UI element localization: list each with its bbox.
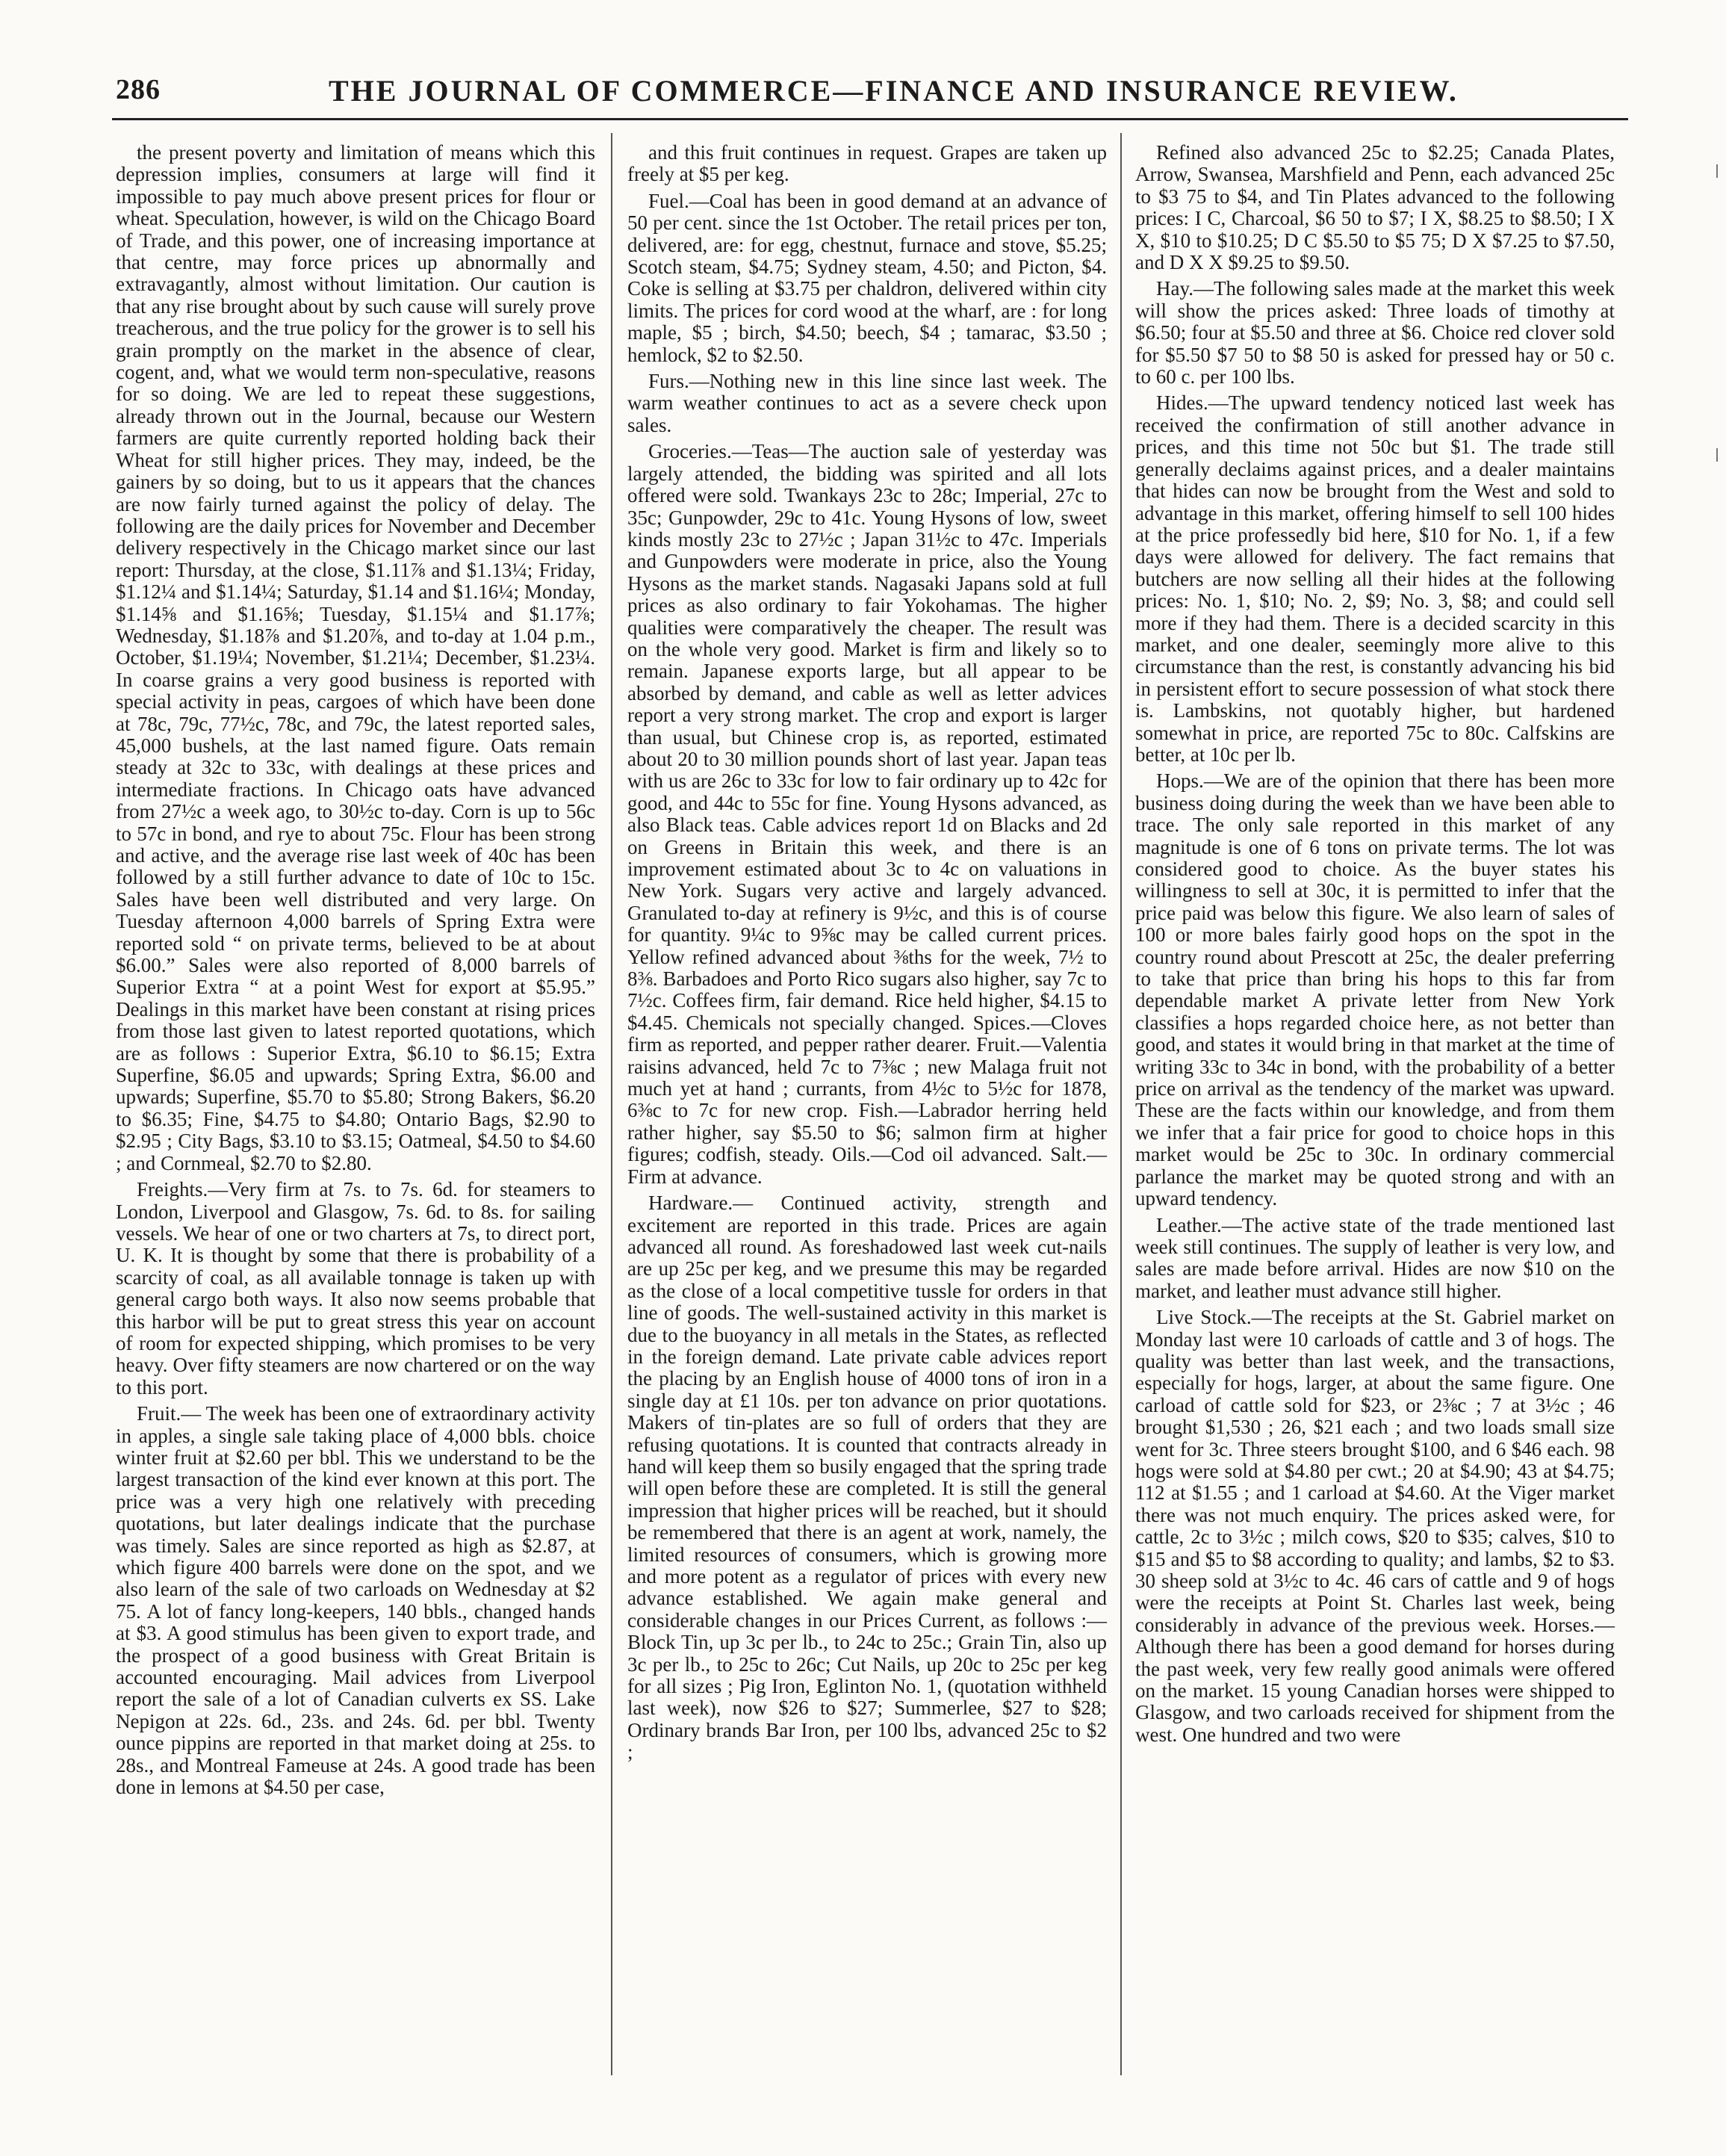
paragraph-leather: Leather.—The active state of the trade mentioned last week still continues. The supply of leather is very low, and sales are made before arrival. Hides are now $10 on the market, and leather must advance still higher. (1135, 1213, 1615, 1302)
paragraph-furs: Furs.—Nothing new in this line since last week. The warm weather continues to act as a severe check upon sales. (627, 370, 1107, 436)
margin-mark (1716, 164, 1724, 178)
article-column-3 (1135, 142, 1615, 1750)
paragraph-hardware: Hardware.— Continued activity, strength and excitement are reported in this trade. Prices are again advanced all round. As foreshadowed last week cut-nails are up 25c per keg, and we presume this may be regarded as the close of a local competitive tussle for orders in that line of goods. The well-sustained activity in this market is due to the buoyancy in all metals in the States, as reflected in the foreign demand. Late private cable advices report the placing by an English house of 4000 tons of iron in a single day at £1 10s. per ton advance on prior quotations. Makers of tin-plates are so full of orders that they are refusing quotations. It is counted that contracts already in hand will keep them so busily engaged that the spring trade will open before these are completed. It is still the general impression that higher prices will be reached, but it should be remembered that there is an agent at work, namely, the limited resources of consumers, which is growing more and more potent as a regulator of prices with every new advance established. We again make general and considerable changes in our Prices Current, as follows :—Block Tin, up 3c per lb., to 24c to 25c.; Grain Tin, also up 3c per lb., to 25c to 26c; Cut Nails, up 20c to 25c per keg for all sizes ; Pig Iron, Eglinton No. 1, (quotation withheld last week), now $26 to $27; Summerlee, $27 to $28; Ordinary brands Bar Iron, per 100 lbs, advanced 25c to $2 ; (627, 1192, 1107, 1764)
page-number: 286 (116, 74, 161, 105)
paragraph-fruit: Fruit.— The week has been one of extraordinary activity in apples, a single sale taking place of 4,000 bbls. choice winter fruit at $2.60 per bbl. This we understand to be the largest transaction of the kind ever known at this port. The price was a very high one relatively with preceding quotations, but later dealings indicate that the purchase was timely. Sales are since reported as high as $2.87, at which figure 400 barrels were done on the spot, and we also learn of the sale of two carloads on Wednesday at $2 75. A lot of fancy long-keepers, 140 bbls., changed hands at $3. A good stimulus has been given to export trade, and the prospect of a good business with Great Britain is accounted encouraging. Mail advices from Liverpool report the sale of a lot of Canadian culverts ex SS. Lake Nepigon at 22s. 6d., 23s. and 24s. 6d. per bbl. Twenty ounce pippins are reported in that market doing at 25s. to 28s., and Montreal Fameuse at 24s. A good trade has been done in lemons at $4.50 per case, (116, 1402, 595, 1799)
paragraph-live-stock: Live Stock.—The receipts at the St. Gabriel market on Monday last were 10 carloads of cattle and 3 of hogs. The quality was better than last week, and the transactions, especially for hogs, larger, at about the same figure. One carload of cattle sold for $23, or 2⅜c ; 7 at 3½c ; 46 brought $1,530 ; 26, $21 each ; and two loads small size went for 3c. Three steers brought $100, and 6 $46 each. 98 hogs were sold at $4.80 per cwt.; 20 at $4.90; 43 at $4.75; 112 at $1.55 ; and 1 carload at $4.60. At the Viger market there was not much enquiry. The prices asked were, for cattle, 2c to 3½c ; milch cows, $20 to $35; calves, $10 to $15 and $5 to $8 according to quality; and lambs, $2 to $3. 30 sheep sold at 3½c to 4c. 46 cars of cattle and 9 of hogs were the receipts at Point St. Charles last week, being considerably in advance of the previous week. Horses.—Although there has been a good demand for horses during the past week, very few really good animals were offered on the market. 15 young Canadian horses were shipped to Glasgow, and two carloads received for shipment from the west. One hundred and two were (1135, 1306, 1615, 1746)
column-divider (611, 133, 612, 2075)
paragraph-wheat-flour-markets: the present poverty and limitation of means which this depression implies, consumers at large will find it impossible to pay much above present prices for flour or wheat. Speculation, however, is wild on the Chicago Board of Trade, and this power, one of increasing importance at that centre, may force prices up abnormally and extravagantly, almost without limitation. Our caution is that any rise brought about by such cause will surely prove treacherous, and the true policy for the grower is to sell his grain promptly on the market in the absence of clear, cogent, and, what we would term non-speculative, reasons for so doing. We are led to repeat these suggestions, already thrown out in the Journal, because our Western farmers are quite currently reported holding back their Wheat for still higher prices. They may, indeed, be the gainers by so doing, but to us it appears that the chances are now fairly turned against the policy of delay. The following are the daily prices for November and December delivery respectively in the Chicago market since our last report: Thursday, at the close, $1.11⅞ and $1.13¼; Friday, $1.12¼ and $1.14¼; Saturday, $1.14 and $1.16¼; Monday, $1.14⅝ and $1.16⅝; Tuesday, $1.15¼ and $1.17⅞; Wednesday, $1.18⅞ and $1.20⅞, and to-day at 1.04 p.m., October, $1.19¼; November, $1.21¼; December, $1.23¼. In coarse grains a very good business is reported with special activity in peas, cargoes of which have been done at 78c, 79c, 77½c, 78c, and 79c, the latest reported sales, 45,000 bushels, at the last named figure. Oats remain steady at 32c to 33c, with dealings at these prices and intermediate fractions. In Chicago oats have advanced from 27½c a week ago, to 30½c to-day. Corn is up to 56c to 57c in bond, and rye to about 75c. Flour has been strong and active, and the average rise last week of 40c has been followed by a still further advance to date of 10c to 15c. Sales have been well distributed and very large. On Tuesday afternoon 4,000 barrels of Spring Extra were reported sold “ on private terms, believed to be at about $6.00.” Sales were also reported of 8,000 barrels of Superior Extra “ at a point West for export at $5.95.” Dealings in this market have been constant at rising prices from those last given to latest reported quotations, which are as follows : Superior Extra, $6.10 to $6.15; Extra Superfine, $6.05 and upwards; Spring Extra, $6.00 and upwards; Superfine, $5.70 to $5.80; Strong Bakers, $6.20 to $6.35; Fine, $4.75 to $4.80; Ontario Bags, $2.90 to $2.95 ; City Bags, $3.10 to $3.15; Oatmeal, $4.50 to $4.60 ; and Cornmeal, $2.70 to $2.80. (116, 141, 595, 1174)
paragraph-fruit-continued: and this fruit continues in request. Grapes are taken up freely at $5 per keg. (627, 141, 1107, 186)
column-divider (1120, 133, 1122, 2075)
paragraph-fuel: Fuel.—Coal has been in good demand at an advance of 50 per cent. since the 1st October. The retail prices per ton, delivered, are: for egg, chestnut, furnace and stove, $5.25; Scotch steam, $4.75; Sydney steam, 4.50; and Picton, $4. Coke is selling at $3.75 per chaldron, delivered within city limits. The prices for cord wood at the wharf, are : for long maple, $5 ; birch, $4.50; beech, $4 ; tamarac, $3.50 ; hemlock, $2 to $2.50. (627, 189, 1107, 366)
paragraph-hardware-continued: Refined also advanced 25c to $2.25; Canada Plates, Arrow, Swansea, Marshfield and Penn, each advanced 25c to $3 75 to $4, and Tin Plates advanced to the following prices: I C, Charcoal, $6 50 to $7; I X, $8.25 to $8.50; I X X, $10 to $10.25; D C $5.50 to $5 75; D X $7.25 to $7.50, and D X X $9.25 to $9.50. (1135, 141, 1615, 274)
paragraph-freights: Freights.—Very firm at 7s. to 7s. 6d. for steamers to London, Liverpool and Glasgow, 7s. 6d. to 8s. for sailing vessels. We hear of one or two charters at 7s, to direct port, U. K. It is thought by some that there is probability of a scarcity of coal, as all available tonnage is taken up with general cargo both ways. It also now seems probable that this harbor will be put to great stress this year on account of room for expected shipping, which promises to be very heavy. Over fifty steamers are now chartered or on the way to this port. (116, 1178, 595, 1398)
header-rule (112, 118, 1628, 120)
running-head-title: THE JOURNAL OF COMMERCE—FINANCE AND INSURANCE REVIEW. (329, 74, 1459, 108)
margin-mark (1716, 448, 1724, 462)
paragraph-hops: Hops.—We are of the opinion that there has been more business doing during the week than we have been able to trace. The only sale reported in this market of any magnitude is one of 6 tons on private terms. The lot was considered good to choice. As the buyer states his willingness to sell at 30c, it is permitted to infer that the price paid was below this figure. We also learn of sales of 100 or more bales fairly good hops on the spot in the country round about Prescott at 25c, the dealer preferring to take that price than bring his hops to this far from dependable market A private letter from New York classifies a hops regarded choice here, as not better than good, and states it would bring in that market at the time of writing 33c to 34c in bond, with the probability of a better price on arrival as the tendency of the market was upward. These are the facts within our knowledge, and from them we infer that a fair price for good to choice hops in this market would be 25c to 30c. In ordinary commercial parlance the market may be quoted strong and with an upward tendency. (1135, 769, 1615, 1210)
paragraph-groceries: Groceries.—Teas—The auction sale of yesterday was largely attended, the bidding was spirited and all lots offered were sold. Twankays 23c to 28c; Imperial, 27c to 35c; Gunpowder, 29c to 41c. Young Hysons of low, sweet kinds mostly 23c to 27½c ; Japan 31½c to 47c. Imperials and Gunpowders were moderate in price, also the Young Hysons as the market stands. Nagasaki Japans sold at full prices as also ordinary to fair Yokohamas. The higher qualities were comparatively the cheaper. The result was on the whole very good. Market is firm and likely so to remain. Japanese exports large, but all appear to be absorbed by demand, and cable as well as letter advices report a very strong market. The crop and export is larger than usual, but Chinese crop is, as reported, estimated about 20 to 30 million pounds short of last year. Japan teas with us are 26c to 33c for low to fair ordinary up to 42c for good, and 44c to 55c for fine. Young Hysons advanced, as also Black teas. Cable advices report 1d on Blacks and 2d on Greens in Britain this week, and there is an improvement estimated about 3c to 4c on valuations in New York. Sugars very active and largely advanced. Granulated to-day at refinery is 9½c, and this is of course for quantity. 9¼c to 9⅝c may be called current prices. Yellow refined advanced about ⅜ths for the week, 7½ to 8⅜. Barbadoes and Porto Rico sugars also higher, say 7c to 7½c. Coffees firm, fair demand. Rice held higher, $4.15 to $4.45. Chemicals not specially changed. Spices.—Cloves firm as reported, and pepper rather dearer. Fruit.—Valentia raisins advanced, held 7c to 7⅜c ; new Malaga fruit not much yet at hand ; currants, from 4½c to 5½c for 1878, 6⅜c to 7c for new crop. Fish.—Labrador herring held rather higher, say $5.50 to $6; salmon firm at higher figures; codfish, steady. Oils.—Cod oil advanced. Salt.—Firm at advance. (627, 440, 1107, 1188)
article-column-2 (627, 142, 1107, 1768)
paragraph-hay: Hay.—The following sales made at the market this week will show the prices asked: Three loads of timothy at $6.50; four at $5.50 and three at $6. Choice red clover sold for $5.50 $7 50 to $8 50 is asked for pressed hay or 50 c. to 60 c. per 100 lbs. (1135, 277, 1615, 388)
article-column-1 (116, 142, 595, 1803)
paragraph-hides: Hides.—The upward tendency noticed last week has received the confirmation of still another advance in prices, and this time not 50c but $1. The trade still generally declaims against prices, and a dealer maintains that hides can now be brought from the West and sold to advantage in this market, offering himself to sell 100 hides at the price professedly bid here, $10 for No. 1, if a few days were allowed for delivery. The fact remains that butchers are now selling all their hides at the following prices: No. 1, $10; No. 2, $9; No. 3, $8; and could sell more if they had them. There is a decided scarcity in this market, and one dealer, seemingly more alive to this circumstance than the rest, is constantly advancing his bid in persistent effort to secure possession of what stock there is. Lambskins, not quotably higher, but hardened somewhat in price, are reported 75c to 80c. Calfskins are better, at 10c per lb. (1135, 391, 1615, 766)
